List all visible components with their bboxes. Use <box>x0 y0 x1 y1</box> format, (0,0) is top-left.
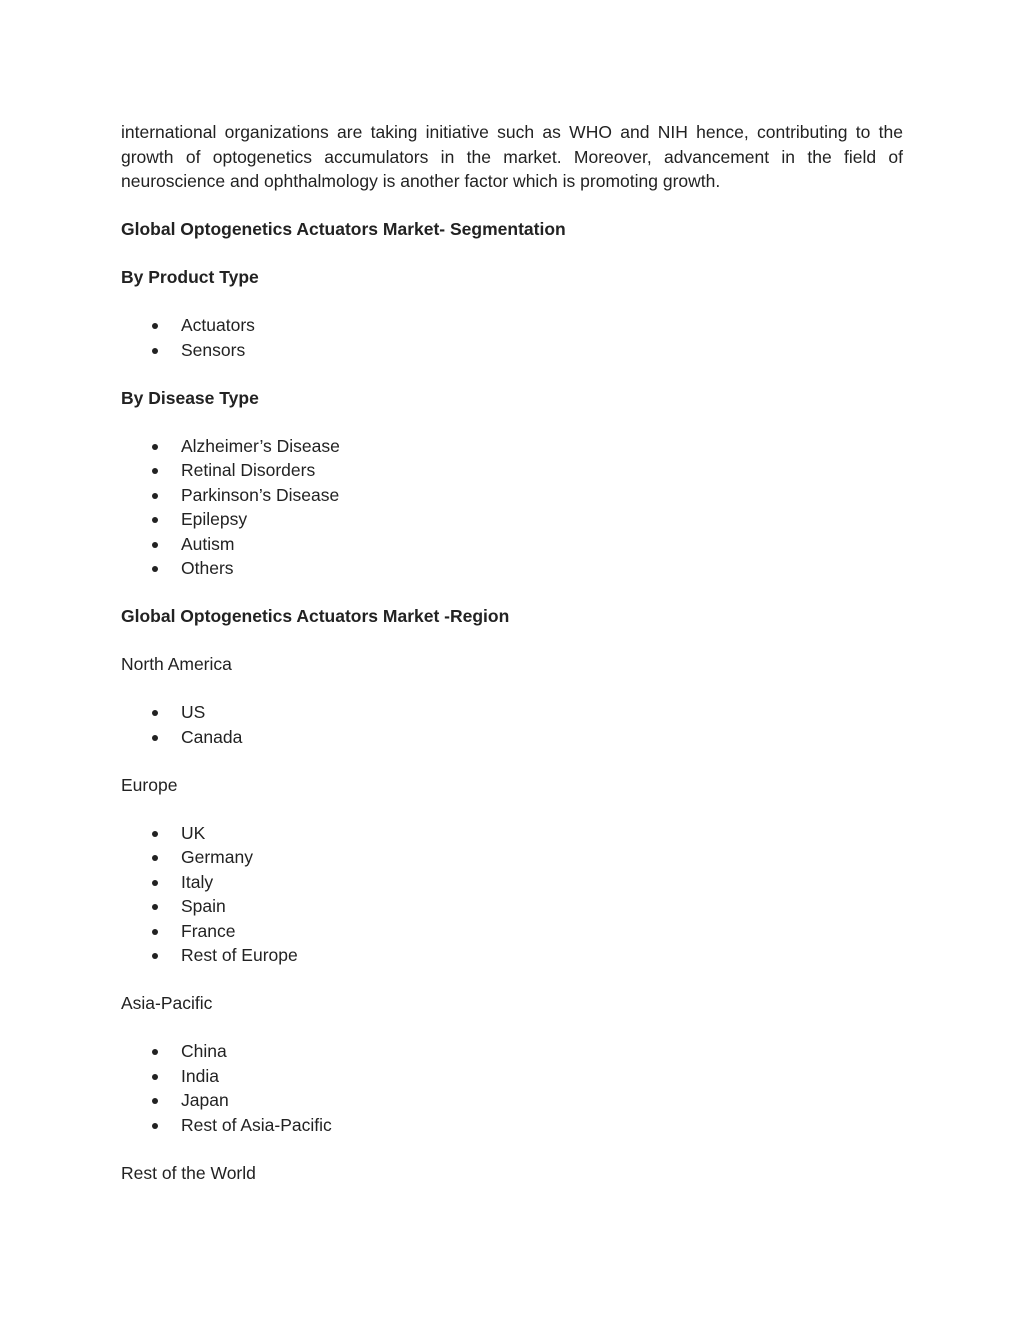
segmentation-heading: Global Optogenetics Actuators Market- Segmentation <box>121 219 566 239</box>
list-item-label: Epilepsy <box>181 509 248 529</box>
list-item-label: Japan <box>181 1090 229 1110</box>
list-item <box>121 458 903 483</box>
list-item-label: Canada <box>181 726 243 747</box>
north-america-list <box>121 700 903 749</box>
list-item <box>121 919 903 944</box>
list-item <box>121 725 903 750</box>
bullet-icon <box>152 831 158 837</box>
list-item <box>121 434 903 459</box>
bullet-icon <box>152 953 158 959</box>
list-item-label: US <box>181 702 206 722</box>
list-item-label: Germany <box>181 847 253 867</box>
list-item-label: Sensors <box>181 339 246 360</box>
rest-of-world-heading: Rest of the World <box>121 1162 256 1183</box>
list-item-label: Spain <box>181 896 226 916</box>
bullet-icon <box>152 566 158 572</box>
list-item-label: Rest of Asia-Pacific <box>181 1114 332 1135</box>
document-page <box>121 120 903 1185</box>
bullet-icon <box>152 493 158 499</box>
list-item <box>121 1113 903 1138</box>
list-item-label: China <box>181 1041 227 1061</box>
bullet-icon <box>152 1123 158 1129</box>
bullet-icon <box>152 517 158 523</box>
europe-list <box>121 821 903 968</box>
asia-pacific-heading: Asia-Pacific <box>121 993 213 1013</box>
list-item-label: India <box>181 1065 219 1086</box>
list-item <box>121 700 903 725</box>
list-item-label: Others <box>181 558 234 578</box>
intro-paragraph: international organizations are taking initiative such as WHO and NIH hence, contributing to the growth of optogenetics accumulators in the market. Moreover, advancement in the field of neuroscience and ophthalmology is another factor which is promoting growth. <box>121 122 903 191</box>
product-type-heading: By Product Type <box>121 267 259 287</box>
bullet-icon <box>152 735 158 741</box>
disease-type-heading: By Disease Type <box>121 387 259 408</box>
disease-type-list <box>121 434 903 581</box>
list-item <box>121 943 903 968</box>
bullet-icon <box>152 444 158 450</box>
north-america-heading: North America <box>121 654 232 674</box>
bullet-icon <box>152 468 158 474</box>
bullet-icon <box>152 348 158 354</box>
bullet-icon <box>152 323 158 329</box>
list-item <box>121 313 903 338</box>
asia-pacific-list <box>121 1039 903 1137</box>
list-item <box>121 821 903 846</box>
europe-heading: Europe <box>121 774 178 795</box>
bullet-icon <box>152 710 158 716</box>
list-item-label: Italy <box>181 871 214 892</box>
list-item <box>121 1039 903 1064</box>
bullet-icon <box>152 1074 158 1080</box>
list-item-label: Retinal Disorders <box>181 460 316 480</box>
list-item <box>121 845 903 870</box>
bullet-icon <box>152 1098 158 1104</box>
list-item-label: Alzheimer’s Disease <box>181 435 340 456</box>
bullet-icon <box>152 929 158 935</box>
list-item-label: France <box>181 920 236 941</box>
bullet-icon <box>152 1049 158 1055</box>
product-type-list <box>121 313 903 362</box>
bullet-icon <box>152 855 158 861</box>
region-heading: Global Optogenetics Actuators Market -Region <box>121 606 510 626</box>
list-item-label: Autism <box>181 533 235 554</box>
list-item-label: Actuators <box>181 315 255 335</box>
bullet-icon <box>152 904 158 910</box>
list-item-label: Rest of Europe <box>181 945 298 965</box>
list-item <box>121 507 903 532</box>
list-item <box>121 870 903 895</box>
list-item <box>121 556 903 581</box>
list-item <box>121 483 903 508</box>
bullet-icon <box>152 880 158 886</box>
bullet-icon <box>152 542 158 548</box>
list-item <box>121 1088 903 1113</box>
list-item-label: UK <box>181 822 206 843</box>
list-item <box>121 532 903 557</box>
list-item <box>121 1064 903 1089</box>
list-item-label: Parkinson’s Disease <box>181 484 340 505</box>
list-item <box>121 338 903 363</box>
list-item <box>121 894 903 919</box>
